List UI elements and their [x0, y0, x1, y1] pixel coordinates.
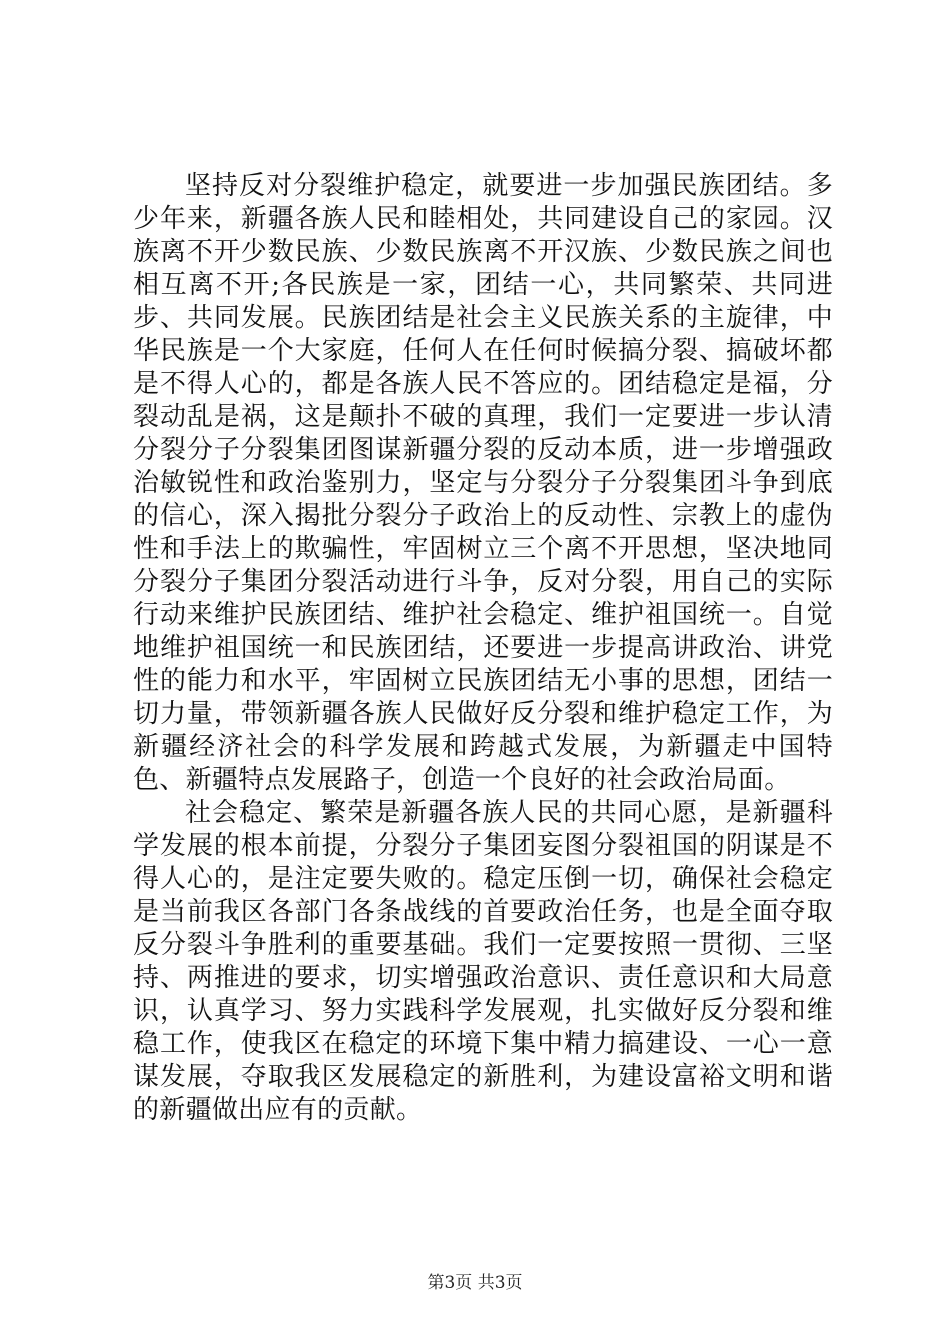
page-number-footer: 第3页 共3页 [427, 1273, 523, 1293]
paragraph-stability: 社会稳定、繁荣是新疆各族人民的共同心愿，是新疆科学发展的根本前提，分裂分子集团妄图分裂祖国的阴谋是不得人心的，是注定要失败的。稳定压倒一切，确保社会稳定是当前我区各部门各条战线的首要政治任务，也是全面夺取反分裂斗争胜利的重要基础。我们一定要按照一贯彻、三坚持、两推进的要求，切实增强政治意识、责任意识和大局意识，认真学习、努力实践科学发展观，扎实做好反分裂和维稳工作，使我区在稳定的环境下集中精力搞建设、一心一意谋发展，夺取我区发展稳定的新胜利，为建设富裕文明和谐的新疆做出应有的贡献。 [133, 798, 833, 1125]
document-body [133, 170, 833, 1127]
paragraph-unity: 坚持反对分裂维护稳定，就要进一步加强民族团结。多少年来，新疆各族人民和睦相处，共同建设自己的家园。汉族离不开少数民族、少数民族离不开汉族、少数民族之间也相互离不开;各民族是一家，团结一心，共同繁荣、共同进步、共同发展。民族团结是社会主义民族关系的主旋律，中华民族是一个大家庭，任何人在任何时候搞分裂、搞破坏都是不得人心的，都是各族人民不答应的。团结稳定是福，分裂动乱是祸，这是颠扑不破的真理，我们一定要进一步认清分裂分子分裂集团图谋新疆分裂的反动本质，进一步增强政治敏锐性和政治鉴别力，坚定与分裂分子分裂集团斗争到底的信心，深入揭批分裂分子政治上的反动性、宗教上的虚伪性和手法上的欺骗性，牢固树立三个离不开思想，坚决地同分裂分子集团分裂活动进行斗争，反对分裂，用自己的实际行动来维护民族团结、维护社会稳定、维护祖国统一。自觉地维护祖国统一和民族团结，还要进一步提高讲政治、讲党性的能力和水平，牢固树立民族团结无小事的思想，团结一切力量，带领新疆各族人民做好反分裂和维护稳定工作，为新疆经济社会的科学发展和跨越式发展，为新疆走中国特色、新疆特点发展路子，创造一个良好的社会政治局面。 [133, 171, 833, 795]
